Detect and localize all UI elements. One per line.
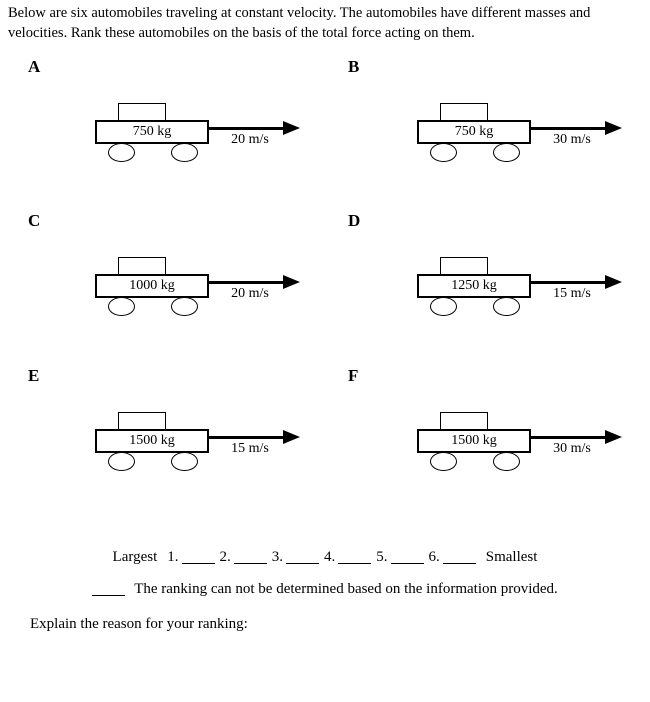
rank-number-4: 4. (324, 549, 336, 565)
velocity-arrow-head-icon (605, 275, 622, 289)
panel-letter-c: C (28, 211, 41, 230)
rank-number-2: 2. (219, 549, 231, 565)
automobile-panel-f (320, 366, 640, 516)
wheel-shape (493, 452, 520, 471)
car-illustration-a (95, 103, 307, 165)
wheel-shape (108, 297, 135, 316)
largest-label: Largest (112, 549, 158, 565)
mass-label: 750 kg (132, 124, 172, 139)
velocity-arrow (530, 281, 606, 284)
wheel-shape (171, 297, 198, 316)
car-illustration-e (95, 412, 307, 474)
car-illustration-b (417, 103, 629, 165)
wheel-shape (430, 452, 457, 471)
automobile-panel-c (0, 211, 320, 361)
cannot-determine-text: The ranking can not be determined based on the information provided. (134, 581, 558, 597)
smallest-label: Smallest (485, 549, 538, 565)
panel-letter-f: F (348, 366, 359, 385)
cannot-determine-line (0, 581, 650, 598)
automobile-panel-b (320, 57, 640, 207)
velocity-arrow (208, 436, 284, 439)
car-illustration-c (95, 257, 307, 319)
panel-letter-b: B (348, 57, 360, 76)
automobile-panel-d (320, 211, 640, 361)
velocity-label: 30 m/s (553, 132, 591, 147)
rank-blank-3[interactable] (286, 551, 319, 564)
problem-statement: Below are six automobiles traveling at constant velocity. The automobiles have different masses and velocities. Rank these automobiles on the basis of the total force acting on them. (8, 5, 591, 41)
automobile-panel-e (0, 366, 320, 516)
panel-letter-a: A (28, 57, 41, 76)
rank-blank-2[interactable] (234, 551, 267, 564)
car-body-shape (95, 274, 209, 298)
wheel-shape (171, 143, 198, 162)
car-body-shape (417, 274, 531, 298)
car-illustration-d (417, 257, 629, 319)
rank-blank-6[interactable] (443, 551, 476, 564)
velocity-arrow-head-icon (283, 275, 300, 289)
velocity-label: 20 m/s (231, 132, 269, 147)
velocity-arrow-head-icon (283, 121, 300, 135)
ranking-line (0, 549, 650, 566)
velocity-label: 15 m/s (553, 286, 591, 301)
wheel-shape (108, 143, 135, 162)
mass-label: 1000 kg (129, 278, 175, 293)
velocity-arrow (208, 281, 284, 284)
wheel-shape (493, 297, 520, 316)
rank-number-3: 3. (271, 549, 284, 565)
rank-number-1: 1. (167, 549, 179, 565)
velocity-arrow-head-icon (605, 121, 622, 135)
wheel-shape (171, 452, 198, 471)
wheel-shape (493, 143, 520, 162)
rank-number-6: 6. (428, 549, 440, 565)
automobile-panel-a (0, 57, 320, 207)
panel-letter-d: D (348, 211, 361, 230)
rank-blank-1[interactable] (182, 551, 215, 564)
mass-label: 1250 kg (451, 278, 497, 293)
mass-label: 750 kg (454, 124, 494, 139)
rank-number-5: 5. (376, 549, 388, 565)
car-body-shape (95, 429, 209, 453)
mass-label: 1500 kg (129, 433, 175, 448)
velocity-arrow (208, 127, 284, 130)
cannot-determine-blank[interactable] (92, 583, 125, 596)
velocity-arrow (530, 127, 606, 130)
car-body-shape (417, 120, 531, 144)
wheel-shape (108, 452, 135, 471)
car-body-shape (95, 120, 209, 144)
car-illustration-f (417, 412, 629, 474)
velocity-label: 15 m/s (231, 441, 269, 456)
rank-blank-4[interactable] (338, 551, 371, 564)
explain-prompt: Explain the reason for your ranking: (30, 616, 248, 632)
rank-blank-5[interactable] (391, 551, 424, 564)
velocity-arrow-head-icon (283, 430, 300, 444)
wheel-shape (430, 143, 457, 162)
velocity-arrow (530, 436, 606, 439)
panel-letter-e: E (28, 366, 40, 385)
velocity-arrow-head-icon (605, 430, 622, 444)
car-body-shape (417, 429, 531, 453)
velocity-label: 30 m/s (553, 441, 591, 456)
wheel-shape (430, 297, 457, 316)
velocity-label: 20 m/s (231, 286, 269, 301)
mass-label: 1500 kg (451, 433, 497, 448)
